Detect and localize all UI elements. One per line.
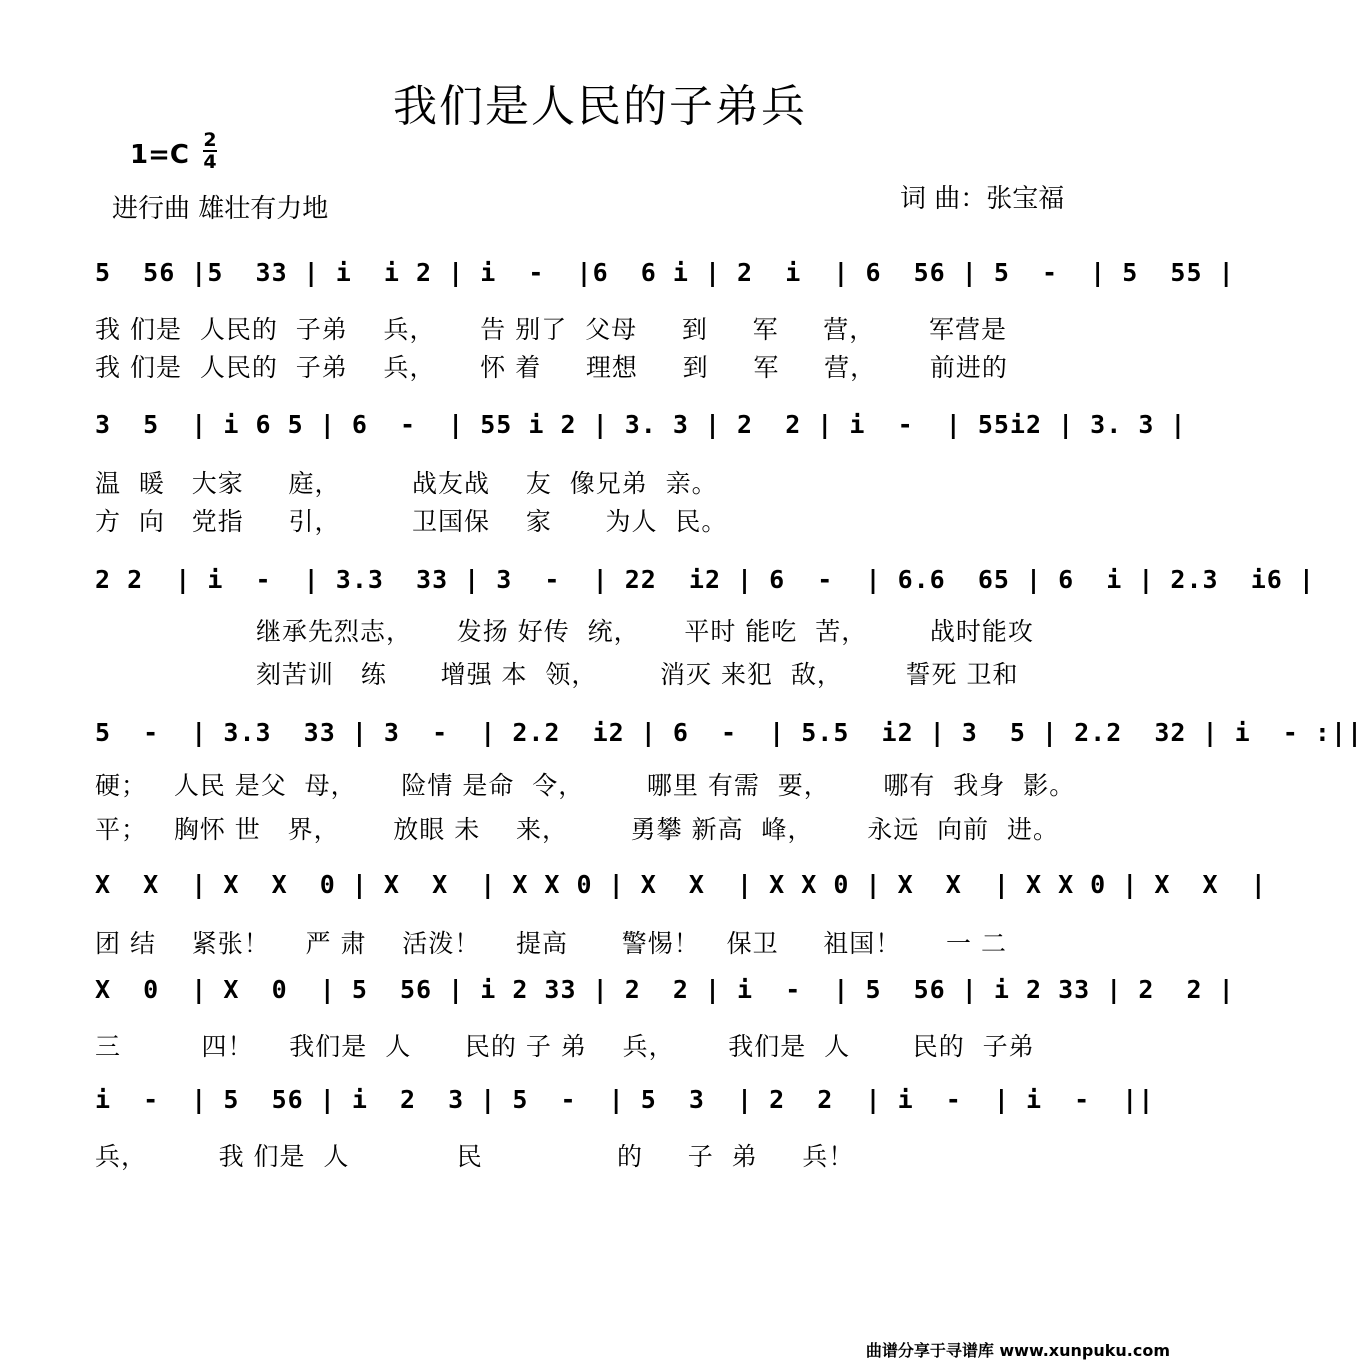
lyric-row-4-verse-2: 平； 胸怀 世 界， 放眼 未 来， 勇攀 新高 峰， 永远 向前 进。: [95, 815, 1059, 844]
time-signature-numerator: 2: [203, 129, 217, 151]
lyric-row-1-verse-2: 我 们是 人民的 子弟 兵， 怀 着 理想 到 军 营， 前进的: [95, 353, 1008, 382]
tempo-marking: 进行曲 雄壮有力地: [112, 194, 329, 224]
notation-row-3: 2 2 | i - | 3.3 33 | 3 - | 22 i2 | 6 - | 6.6 65 | 6 i | 2.3 i6 |: [95, 565, 1315, 594]
notation-row-2: 3 5 | i 6 5 | 6 - | 55 i 2 | 3. 3 | 2 2 | i - | 55i2 | 3. 3 |: [95, 410, 1187, 439]
lyric-row-1-verse-1: 我 们是 人民的 子弟 兵， 告 别了 父母 到 军 营， 军营是: [95, 315, 1007, 344]
lyric-row-5: 团 结 紧张！ 严 肃 活泼！ 提高 警惕！ 保卫 祖国！ 一 二: [95, 929, 1007, 958]
page-title: 我们是人民的子弟兵: [393, 81, 807, 132]
lyric-row-2-verse-2: 方 向 党指 引， 卫国保 家 为人 民。: [95, 507, 728, 536]
credit-line: 词 曲：张宝福: [900, 184, 1065, 214]
lyric-row-6: 三 四！ 我们是 人 民的 子 弟 兵， 我们是 人 民的 子弟: [95, 1032, 1035, 1061]
notation-row-1: 5 56 |5 33 | i i 2 | i - |6 6 i | 2 i | 6 56 | 5 - | 5 55 |: [95, 258, 1235, 287]
time-signature: [203, 130, 217, 172]
notation-row-4: 5 - | 3.3 33 | 3 - | 2.2 i2 | 6 - | 5.5 i2 | 3 5 | 2.2 32 | i - :||: [95, 718, 1363, 747]
notation-row-6: X 0 | X 0 | 5 56 | i 2 33 | 2 2 | i - | 5 56 | i 2 33 | 2 2 |: [95, 975, 1235, 1004]
lyric-row-4-verse-1: 硬； 人民 是父 母， 险情 是命 令， 哪里 有需 要， 哪有 我身 影。: [95, 771, 1076, 800]
lyric-row-2-verse-1: 温 暖 大家 庭， 战友战 友 像兄弟 亲。: [95, 469, 718, 498]
watermark: 曲谱分享于寻谱库 www.xunpuku.com: [865, 1341, 1170, 1360]
notation-row-5: X X | X X 0 | X X | X X 0 | X X | X X 0 | X X | X X 0 | X X |: [95, 870, 1267, 899]
lyric-row-3-verse-1: 继承先烈志， 发扬 好传 统， 平时 能吃 苦， 战时能攻: [95, 617, 1034, 646]
notation-row-7: i - | 5 56 | i 2 3 | 5 - | 5 3 | 2 2 | i - | i - ||: [95, 1085, 1155, 1114]
key-signature: 1=C: [130, 140, 189, 170]
time-signature-denominator: 4: [203, 151, 217, 173]
lyric-row-3-verse-2: 刻苦训 练 增强 本 领， 消灭 来犯 敌， 誓死 卫和: [95, 660, 1019, 689]
lyric-row-7: 兵， 我 们是 人 民 的 子 弟 兵！: [95, 1142, 855, 1171]
